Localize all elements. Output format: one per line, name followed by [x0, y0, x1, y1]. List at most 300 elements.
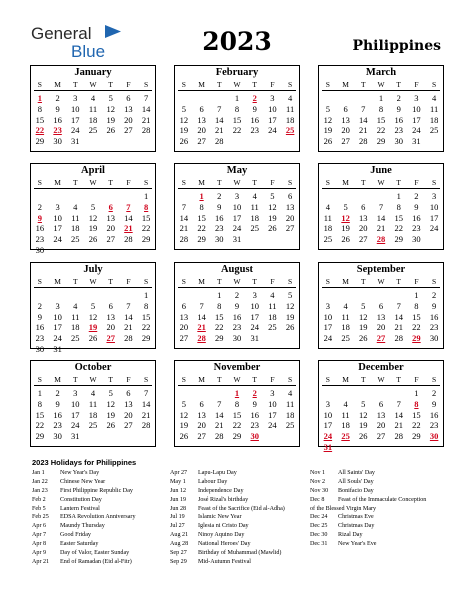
day-cell: 16 — [429, 409, 439, 420]
weekday-header — [319, 178, 443, 188]
day-cell: 25 — [71, 333, 80, 344]
weekday-label: S — [288, 277, 293, 286]
day-cell: 12 — [106, 398, 115, 409]
day-cell: 14 — [215, 114, 224, 125]
empty-cell — [354, 388, 372, 399]
day-cell: 3 — [73, 388, 78, 398]
day-cell: 16 — [250, 114, 259, 125]
day-cell: 8 — [414, 300, 419, 311]
day-cell: 10 — [429, 201, 439, 212]
day-cell: 13 — [124, 103, 133, 114]
empty-cell — [175, 388, 193, 399]
day-cell: 21 — [359, 125, 368, 136]
holiday-name: Rizal Day — [338, 532, 363, 539]
day-grid — [31, 93, 155, 147]
month-name: January — [74, 67, 112, 78]
weekday-label: M — [342, 80, 349, 89]
holiday-day-cell: 28 — [197, 333, 206, 344]
weekday-label: W — [377, 277, 385, 286]
day-cell: 13 — [376, 409, 386, 420]
day-cell: 27 — [376, 431, 386, 442]
day-cell: 1 — [144, 191, 149, 201]
day-cell: 15 — [412, 409, 421, 420]
day-cell: 4 — [252, 191, 257, 201]
month-name: July — [83, 264, 103, 275]
holiday-day-cell: 2 — [252, 93, 257, 103]
weekday-label: T — [360, 277, 366, 286]
day-cell: 29 — [141, 234, 151, 245]
holiday-name: Bonifacio Day — [338, 487, 374, 494]
weekday-header — [175, 375, 299, 385]
month-name: June — [370, 165, 392, 176]
weekday-header — [31, 80, 155, 90]
day-cell: 10 — [412, 103, 421, 114]
weekday-label: T — [72, 375, 78, 384]
weekday-header — [31, 178, 155, 188]
empty-cell — [319, 388, 337, 399]
day-cell: 14 — [394, 409, 403, 420]
holiday-name: New Year's Eve — [338, 541, 377, 548]
day-cell: 8 — [234, 103, 240, 114]
day-cell: 9 — [396, 103, 401, 114]
holiday-day-cell: 22 — [35, 125, 45, 136]
weekday-divider — [178, 188, 296, 189]
weekday-label: S — [432, 375, 437, 384]
weekday-label: T — [396, 178, 401, 187]
day-cell: 15 — [197, 212, 206, 223]
day-grid — [175, 93, 299, 147]
day-cell: 16 — [232, 311, 242, 322]
empty-cell — [337, 93, 355, 104]
day-cell: 4 — [343, 398, 348, 409]
day-cell: 16 — [35, 322, 45, 333]
day-cell: 6 — [181, 300, 186, 311]
empty-cell — [120, 290, 138, 301]
day-cell: 13 — [285, 201, 295, 212]
day-cell: 23 — [250, 420, 259, 431]
day-grid — [319, 290, 443, 344]
day-cell: 26 — [106, 420, 115, 431]
weekday-label: T — [108, 375, 113, 384]
day-cell: 17 — [250, 311, 259, 322]
weekday-label: S — [144, 375, 149, 384]
day-cell: 27 — [106, 234, 115, 245]
day-cell: 26 — [106, 125, 115, 136]
day-cell: 10 — [71, 103, 80, 114]
day-cell: 9 — [234, 300, 240, 311]
weekday-label: S — [181, 178, 186, 187]
day-grid — [175, 290, 299, 344]
weekday-divider — [34, 188, 152, 189]
holiday-date: Feb 5 — [32, 505, 46, 512]
day-cell: 13 — [124, 398, 133, 409]
day-cell: 27 — [179, 333, 189, 344]
weekday-label: S — [144, 80, 149, 89]
day-cell: 11 — [88, 103, 98, 114]
day-cell: 26 — [179, 431, 189, 442]
day-cell: 20 — [359, 223, 368, 234]
holiday-name: Mid-Autumn Festival — [198, 558, 251, 565]
weekday-header — [175, 277, 299, 287]
day-cell: 4 — [73, 300, 78, 311]
day-cell: 26 — [268, 223, 277, 234]
day-cell: 29 — [197, 234, 206, 245]
day-cell: 15 — [141, 311, 151, 322]
day-cell: 31 — [71, 136, 80, 147]
weekday-label: S — [144, 178, 149, 187]
day-cell: 4 — [90, 93, 96, 103]
day-cell: 22 — [232, 125, 242, 136]
day-cell: 10 — [232, 201, 242, 212]
holiday-date: Apr 6 — [32, 523, 47, 530]
day-cell: 24 — [250, 322, 259, 333]
day-cell: 3 — [270, 93, 275, 103]
holiday-day-cell: 24 — [323, 431, 333, 442]
day-cell: 1 — [414, 290, 419, 300]
empty-cell — [31, 290, 49, 301]
logo-text-blue: Blue — [71, 42, 106, 61]
empty-cell — [210, 93, 228, 104]
day-cell: 11 — [341, 409, 350, 420]
holiday-day-cell: 31 — [323, 441, 333, 452]
holiday-day-cell: 2 — [252, 388, 257, 398]
day-cell: 7 — [217, 398, 222, 409]
day-cell: 16 — [215, 212, 224, 223]
holiday-day-cell: 12 — [341, 212, 350, 223]
day-cell: 14 — [394, 311, 403, 322]
weekday-label: W — [233, 80, 241, 89]
day-cell: 29 — [232, 431, 242, 442]
day-cell: 6 — [126, 93, 131, 103]
day-cell: 10 — [53, 212, 62, 223]
day-cell: 12 — [179, 409, 189, 420]
day-cell: 21 — [394, 322, 403, 333]
holiday-day-cell: 19 — [88, 322, 98, 333]
country-name: Philippines — [352, 38, 441, 54]
holiday-date: May 1 — [170, 478, 186, 485]
day-cell: 31 — [71, 431, 80, 442]
day-cell: 27 — [197, 136, 206, 147]
day-cell: 16 — [35, 223, 45, 234]
day-cell: 2 — [55, 93, 60, 103]
day-cell: 13 — [197, 409, 206, 420]
day-cell: 17 — [412, 114, 421, 125]
month-september — [318, 262, 444, 349]
day-cell: 28 — [141, 420, 151, 431]
day-cell: 9 — [414, 201, 419, 212]
weekday-label: W — [377, 375, 385, 384]
empty-cell — [102, 290, 120, 301]
day-cell: 12 — [179, 114, 189, 125]
day-cell: 30 — [412, 234, 421, 245]
day-cell: 16 — [53, 409, 62, 420]
day-cell: 20 — [124, 409, 133, 420]
day-cell: 9 — [55, 398, 60, 409]
weekday-label: S — [325, 178, 330, 187]
day-cell: 15 — [232, 114, 242, 125]
empty-cell — [319, 290, 337, 301]
empty-cell — [337, 191, 355, 202]
day-cell: 30 — [53, 136, 62, 147]
month-name: October — [74, 362, 112, 373]
weekday-label: F — [126, 178, 131, 187]
day-cell: 21 — [179, 223, 189, 234]
holiday-date: Dec 31 — [310, 541, 328, 548]
holiday-day-cell: 27 — [376, 333, 386, 344]
day-cell: 11 — [323, 212, 332, 223]
day-cell: 24 — [412, 125, 421, 136]
weekday-label: F — [414, 375, 419, 384]
weekday-label: S — [37, 178, 42, 187]
day-cell: 26 — [323, 136, 333, 147]
holidays-title: 2023 Holidays for Philippines — [32, 458, 137, 467]
day-cell: 15 — [141, 212, 151, 223]
day-cell: 15 — [232, 409, 242, 420]
day-cell: 30 — [215, 234, 224, 245]
day-cell: 12 — [359, 409, 368, 420]
day-cell: 25 — [250, 223, 259, 234]
weekday-label: W — [233, 178, 241, 187]
day-cell: 20 — [197, 420, 206, 431]
day-cell: 29 — [35, 431, 45, 442]
month-october — [30, 360, 156, 447]
day-cell: 5 — [90, 201, 96, 212]
weekday-divider — [34, 385, 152, 386]
holiday-date: Jun 28 — [170, 505, 187, 512]
day-cell: 23 — [250, 125, 259, 136]
holiday-date: Nov 2 — [310, 478, 326, 485]
day-cell: 2 — [432, 388, 437, 398]
empty-cell — [102, 191, 120, 202]
day-cell: 15 — [412, 311, 421, 322]
logo-text-general: General — [31, 24, 92, 43]
weekday-label: W — [377, 80, 385, 89]
day-cell: 6 — [126, 388, 131, 398]
day-cell: 11 — [430, 103, 439, 114]
weekday-label: F — [126, 375, 131, 384]
day-cell: 11 — [268, 300, 277, 311]
weekday-label: S — [181, 277, 186, 286]
weekday-label: T — [216, 277, 222, 286]
day-cell: 3 — [55, 201, 60, 212]
day-cell: 3 — [414, 93, 419, 103]
day-cell: 16 — [394, 114, 403, 125]
day-cell: 18 — [341, 420, 350, 431]
day-cell: 6 — [378, 300, 384, 311]
day-cell: 24 — [71, 125, 80, 136]
weekday-label: W — [377, 178, 385, 187]
day-cell: 24 — [268, 420, 277, 431]
day-cell: 6 — [288, 191, 293, 201]
weekday-label: T — [360, 178, 366, 187]
day-cell: 18 — [250, 212, 259, 223]
day-cell: 8 — [144, 300, 149, 311]
day-cell: 14 — [124, 212, 133, 223]
day-cell: 19 — [268, 212, 277, 223]
weekday-header — [175, 80, 299, 90]
day-cell: 19 — [285, 311, 295, 322]
day-cell: 24 — [268, 125, 277, 136]
day-cell: 20 — [376, 420, 386, 431]
weekday-label: M — [198, 178, 205, 187]
holiday-date: Apr 21 — [32, 558, 50, 565]
holiday-name: Labour Day — [198, 478, 228, 485]
day-cell: 13 — [179, 311, 189, 322]
day-cell: 30 — [394, 136, 403, 147]
weekday-label: M — [54, 277, 61, 286]
day-cell: 28 — [124, 234, 133, 245]
month-december — [318, 360, 444, 452]
day-cell: 7 — [181, 201, 186, 212]
holiday-day-cell: 1 — [199, 191, 204, 201]
weekday-label: S — [37, 80, 42, 89]
day-cell: 29 — [394, 234, 403, 245]
day-cell: 22 — [232, 420, 242, 431]
weekday-label: W — [233, 375, 241, 384]
day-cell: 3 — [325, 398, 330, 409]
day-cell: 3 — [234, 191, 240, 201]
day-cell: 28 — [179, 234, 189, 245]
day-cell: 10 — [71, 398, 80, 409]
holiday-date: Sep 27 — [170, 550, 187, 557]
holiday-name: of the Blessed Virgin Mary — [310, 505, 377, 512]
weekday-label: S — [288, 178, 293, 187]
empty-cell — [319, 93, 337, 104]
day-cell: 10 — [268, 103, 277, 114]
holiday-date: Dec 8 — [310, 496, 325, 503]
weekday-label: S — [325, 80, 330, 89]
day-cell: 27 — [359, 234, 368, 245]
day-cell: 17 — [323, 420, 333, 431]
day-cell: 21 — [394, 420, 403, 431]
holiday-day-cell: 8 — [144, 201, 149, 212]
day-cell: 13 — [106, 311, 115, 322]
day-cell: 28 — [394, 431, 403, 442]
day-cell: 27 — [341, 136, 350, 147]
day-cell: 12 — [285, 300, 295, 311]
holiday-day-cell: 28 — [376, 234, 386, 245]
day-cell: 1 — [217, 290, 222, 300]
holiday-name: Feast of the Sacrifice (Eid al-Adha) — [198, 505, 285, 512]
weekday-label: S — [288, 375, 293, 384]
day-cell: 18 — [341, 322, 350, 333]
day-cell: 26 — [285, 322, 295, 333]
day-cell: 21 — [376, 223, 386, 234]
day-cell: 19 — [323, 125, 333, 136]
day-cell: 29 — [141, 333, 151, 344]
month-name: August — [220, 264, 254, 275]
day-cell: 13 — [376, 311, 386, 322]
day-cell: 6 — [343, 103, 348, 114]
holiday-name: Good Friday — [60, 532, 91, 539]
month-name: September — [356, 264, 406, 275]
day-cell: 25 — [71, 234, 80, 245]
day-cell: 9 — [55, 103, 60, 114]
day-cell: 17 — [268, 409, 277, 420]
holiday-name: Day of Valor, Easter Sunday — [60, 550, 130, 557]
day-cell: 17 — [268, 114, 277, 125]
day-cell: 4 — [432, 93, 437, 103]
holiday-day-cell: 23 — [53, 125, 62, 136]
day-cell: 5 — [325, 103, 330, 114]
weekday-label: F — [414, 178, 419, 187]
day-cell: 25 — [88, 125, 98, 136]
day-cell: 4 — [325, 201, 330, 212]
day-cell: 7 — [126, 300, 131, 311]
day-cell: 31 — [53, 343, 62, 354]
holiday-day-cell: 27 — [106, 333, 115, 344]
weekday-label: T — [360, 375, 366, 384]
day-cell: 21 — [215, 125, 224, 136]
holiday-day-cell: 7 — [126, 201, 131, 212]
day-cell: 17 — [53, 223, 62, 234]
weekday-divider — [34, 287, 152, 288]
holiday-name: Maundy Thursday — [60, 523, 105, 530]
day-cell: 30 — [53, 431, 62, 442]
day-cell: 19 — [88, 223, 98, 234]
day-cell: 19 — [106, 409, 115, 420]
day-cell: 26 — [88, 333, 98, 344]
empty-cell — [84, 290, 102, 301]
day-cell: 27 — [124, 125, 133, 136]
day-cell: 1 — [144, 290, 149, 300]
day-cell: 17 — [71, 114, 80, 125]
holiday-date: Apr 9 — [32, 550, 47, 557]
day-cell: 2 — [234, 290, 240, 300]
day-cell: 26 — [179, 136, 189, 147]
day-cell: 2 — [432, 290, 437, 300]
month-march — [318, 65, 444, 152]
weekday-label: S — [144, 277, 149, 286]
day-cell: 21 — [124, 322, 133, 333]
day-cell: 2 — [396, 93, 401, 103]
weekday-divider — [322, 385, 440, 386]
day-cell: 1 — [414, 388, 419, 398]
day-cell: 25 — [341, 333, 350, 344]
holiday-name: Christmas Eve — [338, 514, 374, 521]
day-cell: 18 — [323, 223, 333, 234]
weekday-divider — [322, 90, 440, 91]
holiday-name: Constitution Day — [60, 496, 102, 503]
day-cell: 9 — [37, 311, 42, 322]
holiday-date: Jun 12 — [170, 487, 187, 494]
weekday-label: W — [89, 277, 97, 286]
empty-cell — [319, 191, 337, 202]
calendar-year: 2023 — [202, 27, 272, 56]
day-cell: 28 — [394, 333, 403, 344]
holiday-name: All Souls' Day — [338, 478, 374, 485]
holiday-name: Feast of the Immaculate Conception — [338, 496, 427, 503]
weekday-divider — [322, 188, 440, 189]
holiday-name: Lapu-Lapu Day — [198, 470, 237, 476]
day-cell: 10 — [268, 398, 277, 409]
day-cell: 21 — [141, 114, 151, 125]
holiday-date: Feb 25 — [32, 514, 49, 521]
day-cell: 8 — [37, 103, 42, 114]
holiday-date: Sep 29 — [170, 558, 187, 565]
day-cell: 1 — [378, 93, 384, 103]
day-cell: 6 — [378, 398, 384, 409]
holiday-day-cell: 29 — [412, 333, 421, 344]
empty-cell — [193, 388, 211, 399]
day-cell: 24 — [53, 333, 62, 344]
month-name: April — [81, 165, 105, 176]
weekday-label: F — [270, 178, 275, 187]
day-cell: 13 — [341, 114, 350, 125]
day-cell: 14 — [124, 311, 133, 322]
weekday-label: M — [198, 80, 205, 89]
day-cell: 11 — [88, 398, 98, 409]
